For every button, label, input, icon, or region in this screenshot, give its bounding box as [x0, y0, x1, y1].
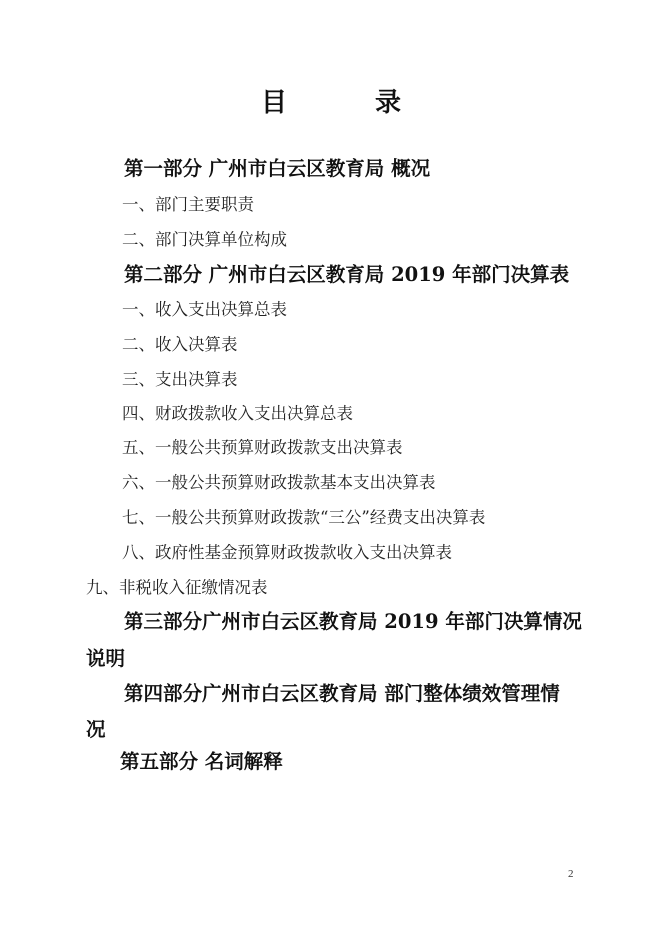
toc-item: 六、一般公共预算财政拨款基本支出决算表 — [122, 473, 436, 492]
toc-item: 一、部门主要职责 — [122, 195, 254, 214]
toc-item: 八、政府性基金预算财政拨款收入支出决算表 — [122, 543, 452, 562]
toc-item: 五、一般公共预算财政拨款支出决算表 — [122, 438, 403, 457]
toc-title — [0, 82, 662, 119]
toc-part-3-cont: 说明 — [86, 647, 126, 670]
toc-part-4: 第四部分广州市白云区教育局 部门整体绩效管理情 — [124, 682, 560, 705]
toc-item: 一、收入支出决算总表 — [122, 300, 287, 319]
title-char-1: 目 — [260, 88, 287, 118]
toc-item: 七、一般公共预算财政拨款“三公”经费支出决算表 — [122, 508, 486, 527]
title-char-2: 录 — [375, 88, 402, 118]
toc-item: 四、财政拨款收入支出决算总表 — [122, 404, 353, 423]
toc-part-5: 第五部分 名词解释 — [120, 750, 283, 773]
toc-item: 二、收入决算表 — [122, 335, 238, 354]
toc-part-4-cont: 况 — [86, 718, 106, 741]
toc-part-3: 第三部分广州市白云区教育局 2019 年部门决算情况 — [124, 610, 582, 633]
toc-item: 三、支出决算表 — [122, 370, 238, 389]
page-number: 2 — [568, 868, 574, 880]
toc-part-1: 第一部分 广州市白云区教育局 概况 — [124, 157, 431, 180]
toc-item: 九、非税收入征缴情况表 — [86, 578, 268, 597]
toc-part-2: 第二部分 广州市白云区教育局 2019 年部门决算表 — [124, 263, 570, 286]
toc-item: 二、部门决算单位构成 — [122, 230, 287, 249]
